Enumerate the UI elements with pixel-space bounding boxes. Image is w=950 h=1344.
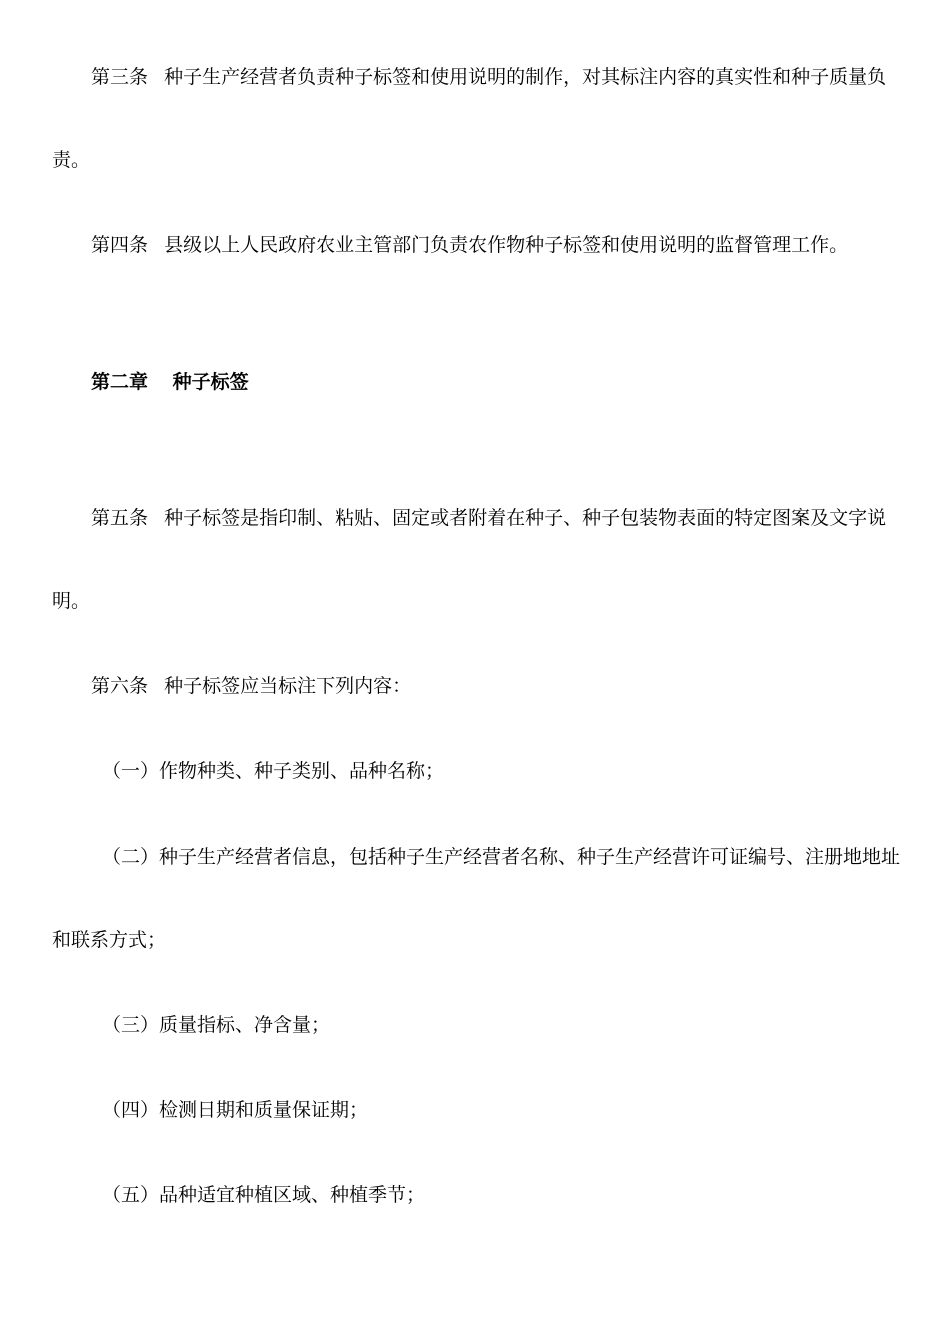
article-4-text: 县级以上人民政府农业主管部门负责农作物种子标签和使用说明的监督管理工作。 (164, 234, 849, 256)
article-6 (91, 673, 411, 699)
chapter-2-title: 种子标签 (172, 371, 249, 393)
article-3-line-2: 责。 (52, 149, 91, 171)
article-5-text: 种子标签是指印制、粘贴、固定或者附着在种子、种子包装物表面的特定图案及文字说 (164, 507, 887, 529)
list-item-2-line-2: 和联系方式； (52, 929, 167, 951)
article-4-lead: 第四条 (91, 234, 149, 256)
chapter-2-number: 第二章 (91, 371, 149, 393)
article-3-lead: 第三条 (91, 66, 149, 88)
article-4 (91, 232, 848, 258)
article-5-lead: 第五条 (91, 507, 149, 529)
article-6-text: 种子标签应当标注下列内容： (164, 675, 412, 697)
list-item-5: （五）品种适宜种植区域、种植季节； (102, 1184, 426, 1206)
article-3-line-1 (91, 64, 886, 90)
article-6-lead: 第六条 (91, 675, 149, 697)
article-5-line-1 (91, 505, 886, 531)
chapter-2-heading (91, 369, 249, 395)
article-3-text: 种子生产经营者负责种子标签和使用说明的制作，对其标注内容的真实性和种子质量负 (164, 66, 887, 88)
list-item-4: （四）检测日期和质量保证期； (102, 1099, 369, 1121)
article-5-line-2: 明。 (52, 590, 91, 612)
list-item-1: （一）作物种类、种子类别、品种名称； (102, 760, 445, 782)
list-item-2-line-1: （二）种子生产经营者信息，包括种子生产经营者名称、种子生产经营许可证编号、注册地地址 (102, 846, 901, 868)
list-item-3: （三）质量指标、净含量； (102, 1014, 331, 1036)
